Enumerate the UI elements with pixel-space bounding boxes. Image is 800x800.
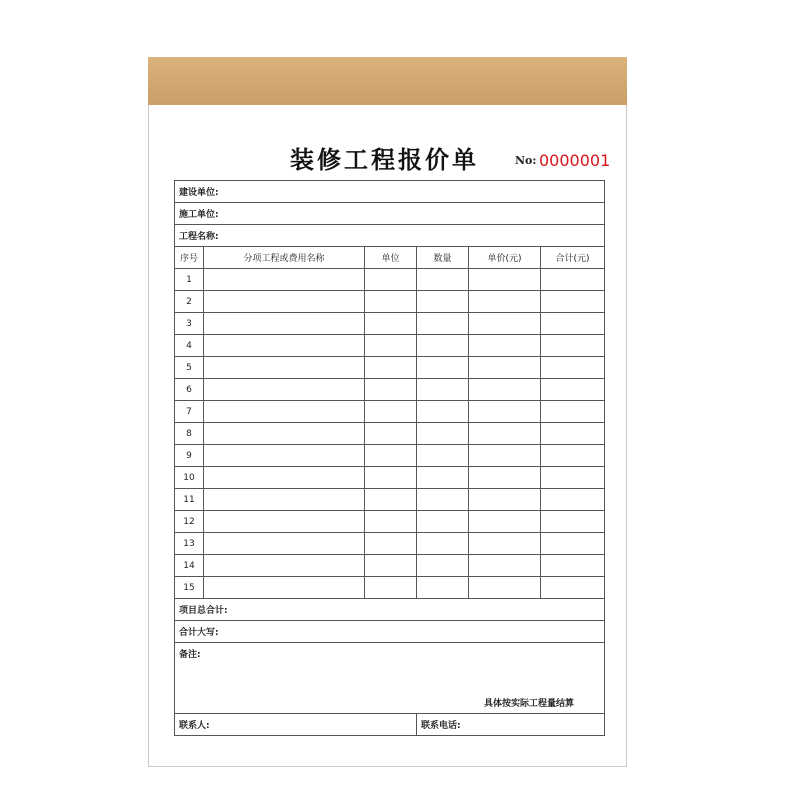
- cell[interactable]: [541, 511, 605, 533]
- cell[interactable]: [541, 291, 605, 313]
- table-row: [175, 379, 605, 401]
- cell[interactable]: [541, 577, 605, 599]
- remarks-field[interactable]: [175, 643, 605, 714]
- cell[interactable]: [469, 423, 541, 445]
- table-row: [175, 489, 605, 511]
- table-row: [175, 555, 605, 577]
- cell[interactable]: [417, 313, 469, 335]
- cell[interactable]: [365, 423, 417, 445]
- cell[interactable]: [204, 423, 365, 445]
- cell[interactable]: [417, 335, 469, 357]
- contractor-field[interactable]: 施工单位:: [175, 203, 605, 225]
- client-field[interactable]: 建设单位:: [175, 181, 605, 203]
- settle-note: 具体按实际工程量结算: [484, 699, 575, 709]
- table-row: [175, 467, 605, 489]
- table-row: [175, 357, 605, 379]
- col-header: 单价(元): [469, 247, 541, 269]
- row-number: 11: [175, 489, 204, 511]
- cell[interactable]: [541, 379, 605, 401]
- remarks-label: 备注:: [179, 650, 201, 660]
- cell[interactable]: [541, 555, 605, 577]
- cell[interactable]: [365, 335, 417, 357]
- table-row: [175, 269, 605, 291]
- total-words-field[interactable]: 合计大写:: [175, 621, 605, 643]
- contact-field[interactable]: 联系人:: [175, 714, 417, 736]
- table-row: [175, 533, 605, 555]
- cell[interactable]: [469, 313, 541, 335]
- quote-table: [174, 180, 605, 736]
- row-number: 9: [175, 445, 204, 467]
- cell[interactable]: [204, 357, 365, 379]
- cell[interactable]: [541, 335, 605, 357]
- col-header: 数量: [417, 247, 469, 269]
- cell[interactable]: [541, 401, 605, 423]
- cell[interactable]: [469, 445, 541, 467]
- cell[interactable]: [417, 379, 469, 401]
- cell[interactable]: [541, 313, 605, 335]
- cell[interactable]: [417, 401, 469, 423]
- number-label: No:: [515, 154, 537, 167]
- cell[interactable]: [365, 533, 417, 555]
- form-title: 装修工程报价单: [290, 145, 479, 174]
- cell[interactable]: [365, 269, 417, 291]
- cell[interactable]: [469, 489, 541, 511]
- row-number: 4: [175, 335, 204, 357]
- table-row: [175, 577, 605, 599]
- cell[interactable]: [541, 445, 605, 467]
- cell[interactable]: [365, 489, 417, 511]
- cell[interactable]: [469, 577, 541, 599]
- cell[interactable]: [365, 445, 417, 467]
- cell[interactable]: [365, 357, 417, 379]
- col-header: 序号: [175, 247, 204, 269]
- binding-strip: [148, 57, 627, 105]
- cell[interactable]: [365, 511, 417, 533]
- cell[interactable]: [417, 577, 469, 599]
- row-number: 8: [175, 423, 204, 445]
- cell[interactable]: [365, 577, 417, 599]
- cell[interactable]: [469, 291, 541, 313]
- cell[interactable]: [204, 291, 365, 313]
- cell[interactable]: [469, 555, 541, 577]
- table-row: [175, 401, 605, 423]
- cell[interactable]: [204, 555, 365, 577]
- cell[interactable]: [204, 313, 365, 335]
- col-header: 合计(元): [541, 247, 605, 269]
- cell[interactable]: [204, 335, 365, 357]
- cell[interactable]: [417, 511, 469, 533]
- cell[interactable]: [204, 489, 365, 511]
- cell[interactable]: [469, 401, 541, 423]
- row-number: 10: [175, 467, 204, 489]
- cell[interactable]: [365, 555, 417, 577]
- row-number: 12: [175, 511, 204, 533]
- cell[interactable]: [365, 379, 417, 401]
- cell[interactable]: [417, 467, 469, 489]
- project-field[interactable]: 工程名称:: [175, 225, 605, 247]
- row-number: 2: [175, 291, 204, 313]
- cell[interactable]: [417, 269, 469, 291]
- row-number: 14: [175, 555, 204, 577]
- cell[interactable]: [541, 489, 605, 511]
- cell[interactable]: [204, 533, 365, 555]
- cell[interactable]: [204, 467, 365, 489]
- row-number: 3: [175, 313, 204, 335]
- cell[interactable]: [469, 335, 541, 357]
- cell[interactable]: [365, 291, 417, 313]
- cell[interactable]: [417, 533, 469, 555]
- row-number: 15: [175, 577, 204, 599]
- cell[interactable]: [365, 313, 417, 335]
- table-row: [175, 291, 605, 313]
- cell[interactable]: [469, 511, 541, 533]
- cell[interactable]: [417, 423, 469, 445]
- cell[interactable]: [469, 269, 541, 291]
- table-row: [175, 423, 605, 445]
- table-row: [175, 335, 605, 357]
- cell[interactable]: [204, 379, 365, 401]
- total-field[interactable]: 项目总合计:: [175, 599, 605, 621]
- cell[interactable]: [365, 401, 417, 423]
- col-header: 单位: [365, 247, 417, 269]
- table-row: [175, 511, 605, 533]
- cell[interactable]: [541, 533, 605, 555]
- cell[interactable]: [417, 291, 469, 313]
- cell[interactable]: [541, 269, 605, 291]
- phone-field[interactable]: 联系电话:: [417, 714, 605, 736]
- row-number: 1: [175, 269, 204, 291]
- header-row: [175, 247, 605, 269]
- row-number: 5: [175, 357, 204, 379]
- cell[interactable]: [204, 511, 365, 533]
- cell[interactable]: [469, 357, 541, 379]
- cell[interactable]: [204, 401, 365, 423]
- cell[interactable]: [469, 533, 541, 555]
- cell[interactable]: [417, 445, 469, 467]
- cell[interactable]: [469, 379, 541, 401]
- row-number: 13: [175, 533, 204, 555]
- cell[interactable]: [365, 467, 417, 489]
- cell[interactable]: [204, 269, 365, 291]
- serial-number: 0000001: [539, 151, 611, 170]
- cell[interactable]: [541, 467, 605, 489]
- col-header: 分项工程或费用名称: [204, 247, 365, 269]
- row-number: 7: [175, 401, 204, 423]
- cell[interactable]: [541, 423, 605, 445]
- cell[interactable]: [417, 555, 469, 577]
- cell[interactable]: [469, 467, 541, 489]
- table-row: [175, 445, 605, 467]
- cell[interactable]: [417, 357, 469, 379]
- row-number: 6: [175, 379, 204, 401]
- table-row: [175, 313, 605, 335]
- cell[interactable]: [204, 577, 365, 599]
- cell[interactable]: [417, 489, 469, 511]
- cell[interactable]: [204, 445, 365, 467]
- cell[interactable]: [541, 357, 605, 379]
